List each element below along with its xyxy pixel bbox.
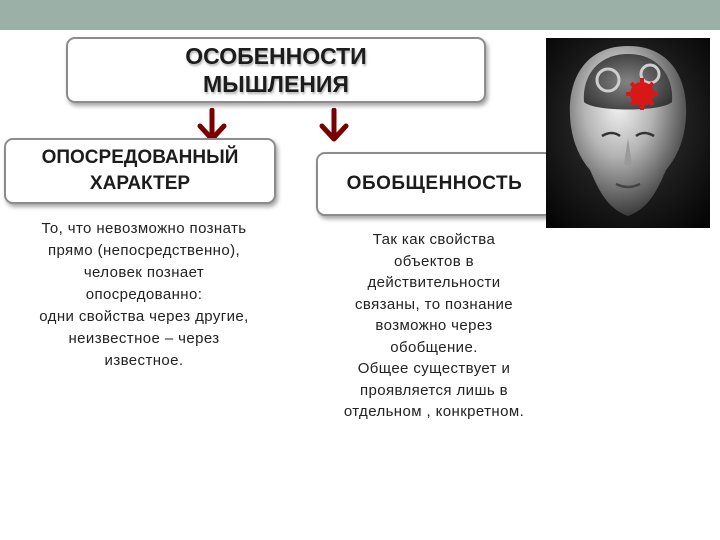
left-heading-line-2: ХАРАКТЕР [89,173,191,194]
left-text-line: То, что невозможно познать [41,220,247,237]
down-arrow-icon-left [196,108,228,142]
right-text-line: возможно через [375,317,493,334]
left-text-line: прямо (непосредственно), [47,242,241,259]
right-text-line: связаны, то познание [354,295,514,313]
left-text-line: известное. [104,352,184,369]
left-heading-line-1: ОПОСРЕДОВАННЫЙ [41,147,239,168]
right-text-line: отдельном , конкретном. [343,403,525,420]
title-line-1: ОСОБЕННОСТИ [185,43,367,69]
left-text-line: опосредованно: [85,286,203,303]
left-text-line: неизвестное – через [68,330,220,347]
left-text-line: человек познает [83,264,205,281]
mediated-character-heading [42,145,239,197]
title-box [66,37,486,103]
generalization-heading: ОБОБЩЕННОСТЬ [346,173,523,194]
right-text-line: объектов в [393,252,475,270]
generalization-description [320,229,548,423]
right-text-line: Общее существует и [357,360,511,377]
generalization-box [316,152,553,216]
mediated-character-description [0,218,288,372]
top-accent-bar [0,0,720,30]
left-text-line: одни свойства через другие, [39,308,249,325]
down-arrow-icon-right [318,108,350,142]
title-line-2: МЫШЛЕНИЯ [203,71,349,97]
page-title [185,42,366,98]
mediated-character-box [4,138,276,204]
right-text-line: Так как свойства [372,231,496,248]
right-text-line: обобщение. [390,338,478,356]
head-with-gears-illustration [546,38,710,228]
right-text-line: проявляется лишь в [359,381,509,399]
right-text-line: действительности [367,274,501,291]
